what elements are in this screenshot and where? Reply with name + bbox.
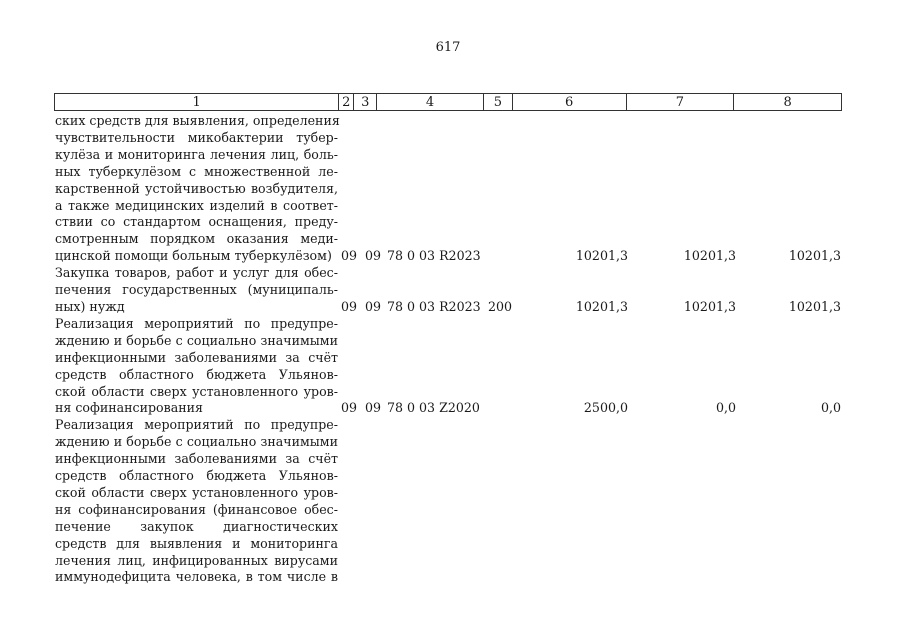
description-line: Закупка товаров, работ и услуг для обес- (55, 265, 338, 281)
description-line: ждению и борьбе с социально значимыми (55, 434, 338, 450)
cell-c7: 10201,3 (683, 298, 736, 314)
description-line: кулёза и мониторинга лечения лиц, боль- (55, 146, 338, 162)
description-line: ных) нужд (55, 298, 125, 314)
cell-c3: 09 (365, 248, 382, 264)
description-line: ствии со стандартом оснащения, преду- (55, 214, 338, 230)
description-line: ня софинансирования (55, 400, 203, 416)
cell-c6: 10201,3 (575, 298, 628, 314)
description-line: а также медицинских изделий в соответ- (55, 197, 338, 213)
cell-c4: 78 0 03 R2023 (387, 298, 481, 314)
cell-c3: 09 (365, 400, 382, 416)
row-codes (55, 248, 845, 265)
description-line: ской области сверх установленного уров- (55, 484, 338, 500)
row-description (55, 417, 338, 586)
row-codes (55, 299, 845, 316)
cell-c3: 09 (365, 298, 382, 314)
table-header (54, 93, 842, 111)
header-col-8: 8 (783, 95, 792, 110)
table-row (55, 417, 855, 586)
description-line: лечения лиц, инфицированных вирусами (55, 552, 338, 568)
row-description (55, 113, 338, 265)
cell-c5: 200 (488, 298, 513, 314)
cell-c6: 2500,0 (583, 400, 628, 416)
cell-c2: 09 (341, 248, 358, 264)
header-col-4: 4 (377, 94, 484, 110)
header-col-6: 6 (513, 94, 627, 110)
cell-c6: 10201,3 (575, 248, 628, 264)
description-line: Реализация мероприятий по предупре- (55, 417, 338, 433)
cell-c7: 0,0 (715, 400, 736, 416)
description-line: средств областного бюджета Ульянов- (55, 468, 338, 484)
header-col-7: 7 (627, 94, 735, 110)
description-line: инфекционными заболеваниями за счёт (55, 349, 338, 365)
description-line: средств для выявления и мониторинга (55, 535, 338, 551)
description-line: ня софинансирования (финансовое обес- (55, 501, 338, 517)
table-body (55, 113, 855, 586)
header-col-1: 1 (55, 94, 339, 110)
header-col-3: 3 (354, 94, 377, 110)
table-row (55, 265, 855, 316)
description-line: печение закупок диагностических (55, 518, 338, 534)
header-col-2: 2 (339, 94, 354, 110)
description-line: печения государственных (муниципаль- (55, 282, 338, 298)
description-line: средств областного бюджета Ульянов- (55, 366, 338, 382)
description-line: ных туберкулёзом с множественной ле- (55, 163, 338, 179)
description-line: иммунодефицита человека, в том числе в (55, 569, 338, 585)
description-line: чувствительности микобактерии тубер- (55, 129, 338, 145)
cell-c8: 10201,3 (788, 248, 841, 264)
cell-c2: 09 (341, 400, 358, 416)
description-line: цинской помощи больным туберкулёзом) (55, 248, 332, 264)
description-line: смотренным порядком оказания меди- (55, 231, 338, 247)
description-line: ской области сверх установленного уров- (55, 383, 338, 399)
cell-c4: 78 0 03 R2023 (387, 248, 481, 264)
page-number: 617 (435, 40, 461, 55)
description-line: карственной устойчивостью возбудителя, (55, 180, 338, 196)
table-row (55, 113, 855, 265)
table-row (55, 316, 855, 417)
cell-c4: 78 0 03 Z2020 (387, 400, 480, 416)
description-line: ждению и борьбе с социально значимыми (55, 332, 338, 348)
cell-c7: 10201,3 (683, 248, 736, 264)
description-line: ских средств для выявления, определения (55, 113, 340, 128)
cell-c2: 09 (341, 298, 358, 314)
description-line: Реализация мероприятий по предупре- (55, 315, 338, 331)
cell-c8: 10201,3 (788, 298, 841, 314)
header-col-5: 5 (484, 94, 513, 110)
row-codes (55, 400, 845, 417)
description-line: инфекционными заболеваниями за счёт (55, 451, 338, 467)
cell-c8: 0,0 (820, 400, 841, 416)
